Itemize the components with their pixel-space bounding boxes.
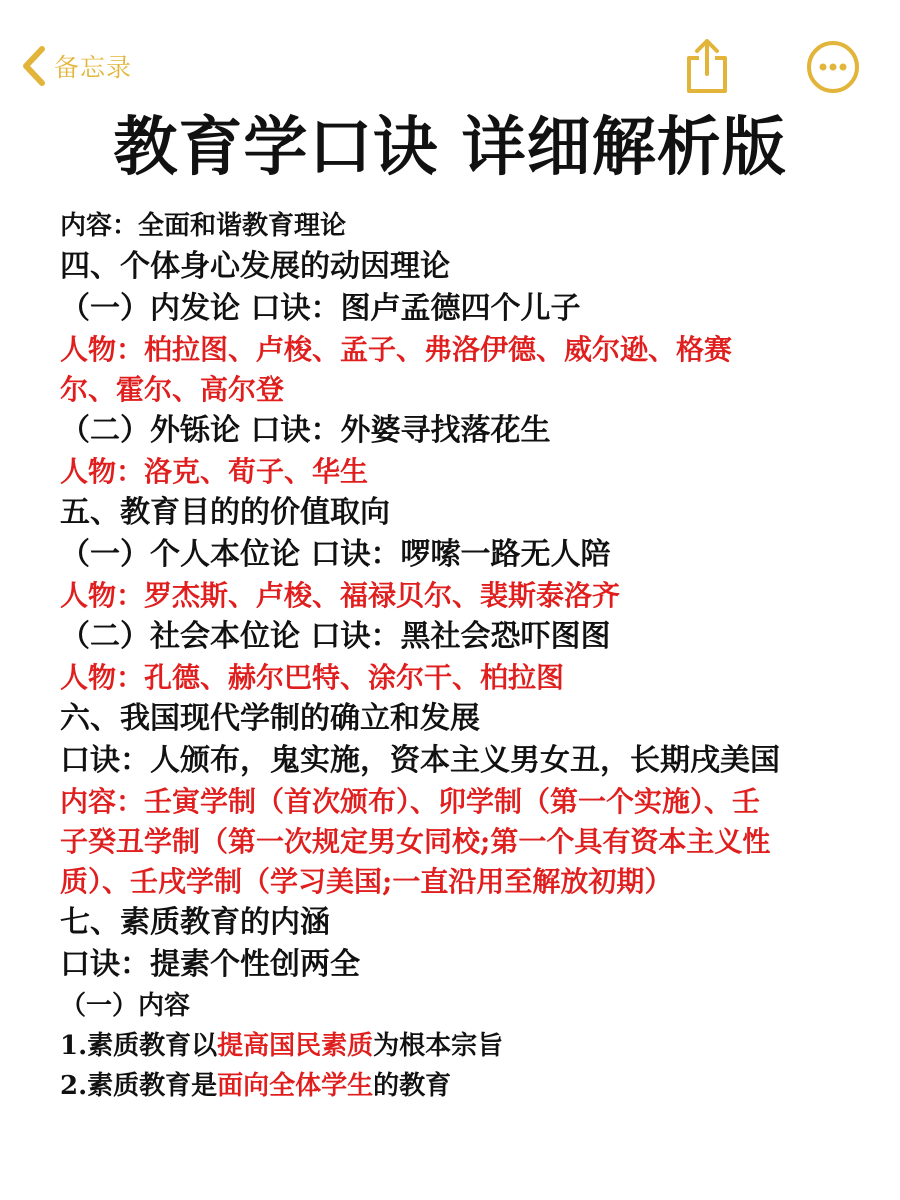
more-button[interactable] <box>806 40 860 94</box>
section-4-1-people: 人物：柏拉图、卢梭、孟子、弗洛伊德、威尔逊、格赛 <box>60 333 733 366</box>
section-6-detail-3: 质）、壬戌学制（学习美国;一直沿用至解放初期） <box>60 865 673 898</box>
section-4-2-people: 人物：洛克、荀子、华生 <box>60 455 369 488</box>
section-7-item-1 <box>60 1026 880 1066</box>
item-2-highlight: 面向全体学生 <box>217 1071 374 1101</box>
section-7-item-2 <box>60 1066 880 1106</box>
back-label: 备忘录 <box>54 53 133 82</box>
section-6-mnemonic: 口诀：人颁布，鬼实施，资本主义男女丑，长期戌美国 <box>60 743 780 778</box>
item-1-highlight: 提高国民素质 <box>217 1031 374 1061</box>
section-7-mnemonic: 口诀：提素个性创两全 <box>60 947 360 982</box>
chevron-left-icon <box>18 44 48 88</box>
page-title: 教育学口诀 详细解析版 <box>113 111 787 185</box>
section-4-1-people-cont: 尔、霍尔、高尔登 <box>60 373 285 406</box>
section-4-1-mnemonic: （一）内发论 口诀：图卢孟德四个儿子 <box>60 291 581 326</box>
item-2-text: 2.素质教育是 <box>60 1071 218 1101</box>
section-5-1-people: 人物：罗杰斯、卢梭、福禄贝尔、裴斯泰洛齐 <box>60 579 621 612</box>
share-button[interactable] <box>683 36 731 96</box>
section-6-heading: 六、我国现代学制的确立和发展 <box>60 701 480 736</box>
section-4-2-mnemonic: （二）外铄论 口诀：外婆寻找落花生 <box>60 413 551 448</box>
more-icon <box>806 40 860 94</box>
item-1-text-end: 为根本宗旨 <box>373 1031 504 1061</box>
item-1-text: 1.素质教育以 <box>60 1031 218 1061</box>
section-6-detail-1: 内容：壬寅学制（首次颁布）、卯学制（第一个实施）、壬 <box>60 785 761 818</box>
item-2-text-end: 的教育 <box>373 1071 452 1101</box>
share-icon <box>683 36 731 96</box>
note-body <box>60 206 880 1106</box>
section-7-subheading: （一）内容 <box>60 991 191 1021</box>
section-7-heading: 七、素质教育的内涵 <box>60 905 330 940</box>
section-5-2-mnemonic: （二）社会本位论 口诀：黑社会恐吓图图 <box>60 619 611 654</box>
intro-line: 内容：全面和谐教育理论 <box>60 211 347 241</box>
nav-bar <box>0 0 900 110</box>
section-5-2-people: 人物：孔德、赫尔巴特、涂尔干、柏拉图 <box>60 661 565 694</box>
section-5-1-mnemonic: （一）个人本位论 口诀：啰嗦一路无人陪 <box>60 537 611 572</box>
section-6-detail-2: 子癸丑学制（第一次规定男女同校;第一个具有资本主义性 <box>60 825 771 858</box>
back-button[interactable] <box>18 44 132 88</box>
section-5-heading: 五、教育目的的价值取向 <box>60 495 390 530</box>
section-4-heading: 四、个体身心发展的动因理论 <box>60 249 450 284</box>
